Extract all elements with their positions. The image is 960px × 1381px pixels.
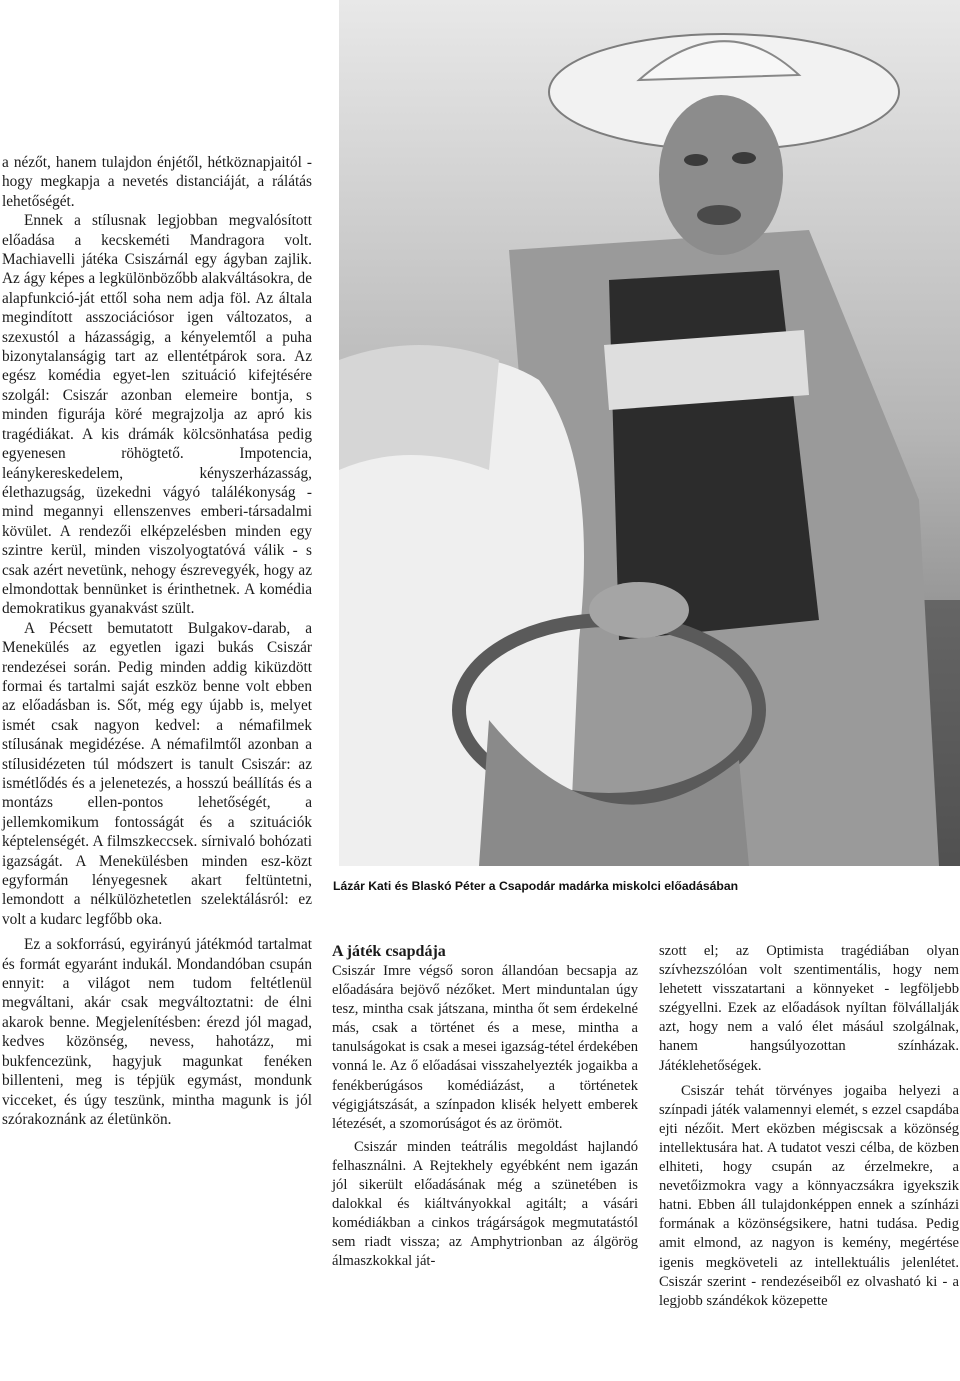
left-paragraph-2: Ennek a stílusnak legjobban megvalósított előadása a kecskeméti Mandragora volt. Machiavelli játéka Csiszárnál egy ágyban zajlik. Az ágy képes a legkülönbözőbb alakváltásokra, de alapfunkció-ját ettől soha nem adja föl. Az általa megindított asszociációsor igen változatos, a szexustól a házasságig, a kényelemtől a puha bizonytalanságig tart az ellentétpárok sora. Az egész komédia egyet-len szituáció kifejtésére szolgál: Csiszár azonban elemeire bontja, s minden figurája köré megrajzolja az apró kis tragédiákat. A kis drámák kölcsönhatása pedig egyenesen röhögtető. Impotencia, leánykereskedelem, kényszerházasság, élethazugság, üzekedni vágyó találékonyság - mind megannyi ellenszenves emberi-társadalmi kövület. A rendezői elképzelésben minden egy szintre kerül, minden viszolyogtatóvá válik - s csak azért nevetünk, nehogy észrevegyék, hogy az elmondottak bennünket is érinthetnek. A komédia demokratikus gyanakvást szült. <box>2 212 312 618</box>
left-paragraph-1: a nézőt, hanem tulajdon énjétől, hétköznapjaitól - hogy megkapja a nevetés distanciáját, a rálátás lehetőségét. <box>2 154 312 210</box>
right-paragraph-1: szott el; az Optimista tragédiában olyan szívhezszólóan volt szentimentális, hogy nem lehetett visszatartani a könnyeket - legföljebb szégyellni. Ezek az előadások nyíltan fölvállalják azt, hogy nem a való élet másául szolgálnak, hanem hangsúlyozottan színházak. Játéklehetőségek. <box>659 943 959 1074</box>
theatre-photo <box>339 0 960 866</box>
right-paragraph-2: Csiszár tehát törvényes jogaiba helyezi a színpadi játék valamennyi elemét, s ezzel csapdába ejti nézőit. Mert eközben mégiscsak a közönség intellektusára hat. A tudatot veszi célba, de közben elhiteti, hogy csupán az érzelmekre, a nevetőizmokra vagy a könnyaczsákra igyekszik hatni. Ebben áll tulajdonképpen ennek a színházi formának a közönségsikere, hatni tudása. Pedig amit elmond, az nagyon is kemény, megértése igenis megköveteli az intellektuális jelenlétet. Csiszár szerint - rendezéseiből ez olvasható ki - a legjobb szándékok közepette <box>659 1082 959 1309</box>
photo-caption: Lázár Kati és Blaskó Péter a Csapodár madárka miskolci előadásában <box>333 879 739 893</box>
left-paragraph-4: Ez a sokforrású, egyirányú játékmód tartalmat és formát egyaránt indukál. Mondandóban csupán ennyit: a világot nem tudom feltétlenül megváltani, akár csak megváltoztatni: de élni akarok benne. Megjelenítésben: érezd jól magad, kedves közönség, nevess, hahotázz, mi bukfencezünk, hagyjuk magunkat fenéken billenteni, meg is tépjük egymást, mondunk vicceket, és úgy teszünk, mintha magunk is jól szórakoznánk az életünkön. <box>2 936 312 1128</box>
middle-paragraph-2: Csiszár minden teátrális megoldást hajlandó felhasználni. A Rejtekhely egyébként nem igazán jól sikerült előadásának még a szünetében is dalokkal és kiáltványokkal agitált; a vásári komédiákban a cinkos trágárságok megmutatástól sem riadt vissza; az Amphytrionban az álgörög álmaszkokkal ját- <box>332 1138 638 1270</box>
left-paragraph-3: A Pécsett bemutatott Bulgakov-darab, a Menekülés az egyetlen igazi bukás Csiszár rendezései során. Pedig minden addig kiküzdött formai és tartalmi saját eszköz benne volt ebben az előadásban is. Sőt, még egy újabb is, melyet ismét csak nagyon kedvel: a némafilmek stílusának megidézése. A némafilmtől azonban a stílusidézeten túl módszert is tanult Csiszár: az ismétlődés és a jelenetezés, a hosszú beállítás és a montázs ellen-pontos lehetőségét, a jellemkomikum fontosságát és a szituációk képtelenségét. A filmszkeccsek. sírnivaló bohózati igazságát. A Menekülésben minden esz-közt egyformán lényegesnek akart feltüntetni, lemondott a nélkülözhetetlen szelektálásról: ez volt a kudarc legfőbb oka. <box>2 619 312 928</box>
section-title: A játék csapdája <box>332 943 446 960</box>
photo-illustration <box>339 0 960 866</box>
right-column <box>659 942 959 1311</box>
middle-column <box>332 942 638 1272</box>
left-column <box>2 153 312 1129</box>
middle-paragraph-1: Csiszár Imre végső soron állandóan becsapja az előadására bejövő nézőket. Mert minduntalan úgy tesz, mintha csak játszana, mintha őt sem érdekelné más, csak a történet és a mese, mintha a tanulságokat is csak a mesei igazság-tétel érdekében vonná le. Az ő előadásai visszahelyezték jogaikba a fenékberúgásos komédiázást, a történetek végigjátszását, a színpadon klisék helyett emberek létezését, a szomorúságot és az örömöt. <box>332 963 638 1132</box>
